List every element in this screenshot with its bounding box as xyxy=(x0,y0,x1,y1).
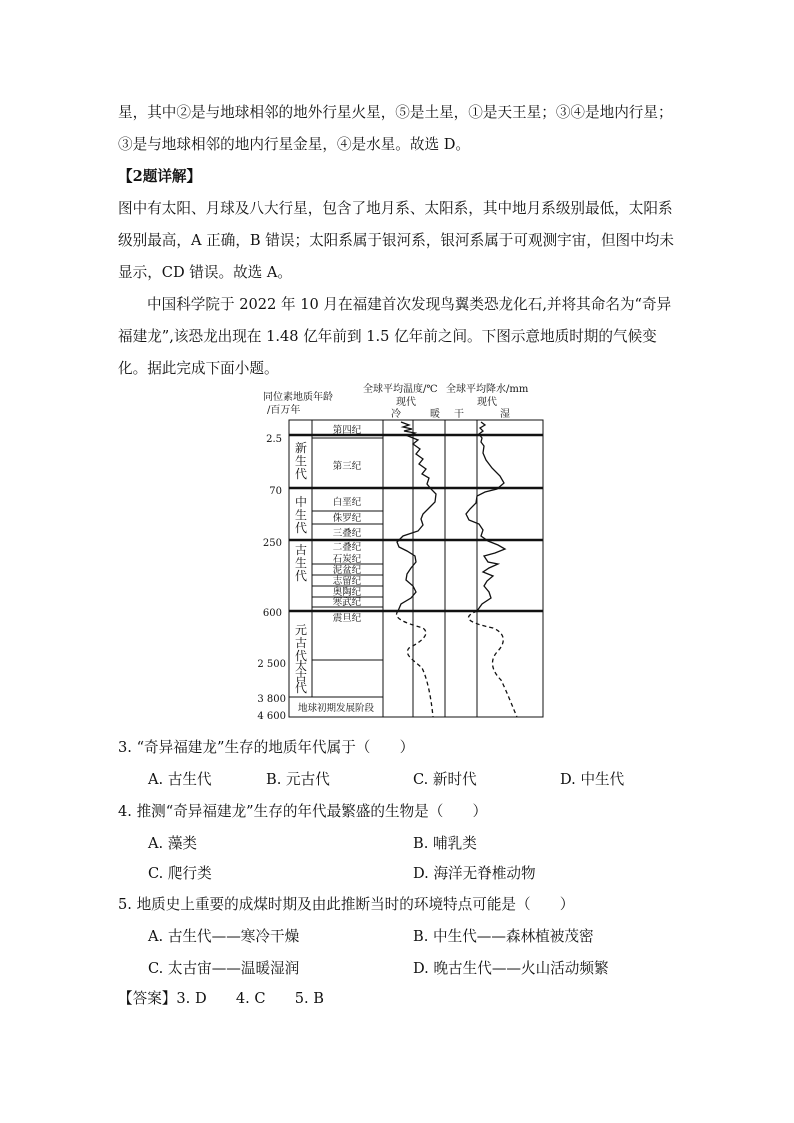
q3-option-a[interactable]: A. 古生代 xyxy=(148,771,212,788)
wet-label: 湿 xyxy=(500,409,510,420)
material-paragraph: 中国科学院于 2022 年 10 月在福建首次发现鸟翼类恐龙化石,并将其命名为“奇异福建龙”,该恐龙出现在 1.48 亿年前到 1.5 亿年前之间。下图示意地质时期的气候变化。据此完成下面小题。 xyxy=(118,296,672,377)
era-label: 太古代 xyxy=(294,659,308,695)
geologic-climate-figure xyxy=(255,378,545,723)
period-label: 志留纪 xyxy=(332,576,362,587)
period-label: 泥盆纪 xyxy=(332,565,362,576)
q5-option-c[interactable]: C. 太古宙——温暖湿润 xyxy=(148,960,300,977)
explanation-paragraph-2: 图中有太阳、月球及八大行星，包含了地月系、太阳系，其中地月系级别最低，太阳系级别最高，A 正确，B 错误；太阳系属于银河系，银河系属于可观测宇宙，但图中均未显示，CD 错误。故选 A。 xyxy=(118,200,674,281)
period-label: 石炭纪 xyxy=(332,554,362,565)
q3-option-b[interactable]: B. 元古代 xyxy=(266,771,330,788)
age-tick: 250 xyxy=(262,538,282,549)
q4-option-c[interactable]: C. 爬行类 xyxy=(148,865,212,882)
q3-option-c[interactable]: C. 新时代 xyxy=(413,771,477,788)
temperature-curve-dashed xyxy=(397,611,433,717)
era-label: 中生代 xyxy=(294,495,308,535)
era-label: 古生代 xyxy=(294,543,308,583)
q5-option-d[interactable]: D. 晚古生代——火山活动频繁 xyxy=(413,960,609,977)
precipitation-curve-dashed xyxy=(468,611,517,717)
period-label: 第四纪 xyxy=(332,425,362,436)
question-3-stem: 3. “奇异福建龙”生存的地质年代属于（ ） xyxy=(118,739,415,756)
warm-label: 暖 xyxy=(430,409,440,420)
age-tick: 70 xyxy=(269,486,282,497)
question-4-stem: 4. 推测“奇异福建龙”生存的年代最繁盛的生物是（ ） xyxy=(118,803,488,820)
q4-option-a[interactable]: A. 藻类 xyxy=(148,835,198,852)
age-header-2: /百万年 xyxy=(267,405,301,416)
age-tick: 4 600 xyxy=(257,711,286,722)
period-label: 寒武纪 xyxy=(332,597,362,608)
answer-line: 【答案】3. D 4. C 5. B xyxy=(118,990,325,1007)
prec-header: 全球平均降水/mm xyxy=(446,384,529,395)
period-label: 奥陶纪 xyxy=(332,587,362,598)
period-label: 二叠纪 xyxy=(332,542,362,553)
period-label: 第三纪 xyxy=(332,461,362,472)
period-label: 震旦纪 xyxy=(332,613,362,624)
temp-modern-label: 现代 xyxy=(396,397,416,408)
section-heading-q2: 【2题详解】 xyxy=(118,168,202,185)
q4-option-d[interactable]: D. 海洋无脊椎动物 xyxy=(413,865,536,882)
temp-header: 全球平均温度/℃ xyxy=(363,384,438,395)
q5-option-b[interactable]: B. 中生代——森林植被茂密 xyxy=(413,928,594,945)
era-label: 新生代 xyxy=(294,441,308,481)
cold-label: 冷 xyxy=(391,409,401,420)
age-tick: 600 xyxy=(262,608,282,619)
temperature-curve xyxy=(397,422,436,611)
age-tick: 2 500 xyxy=(257,659,286,670)
age-tick: 2.5 xyxy=(266,434,282,445)
q5-option-a[interactable]: A. 古生代——寒冷干燥 xyxy=(148,928,300,945)
period-label: 侏罗纪 xyxy=(332,513,362,524)
dry-label: 干 xyxy=(454,409,464,420)
question-5-stem: 5. 地质史上重要的成煤时期及由此推断当时的环境特点可能是（ ） xyxy=(118,896,575,913)
period-label: 白垩纪 xyxy=(332,497,362,508)
age-header-1: 同位素地质年龄 xyxy=(263,392,333,403)
q4-option-b[interactable]: B. 哺乳类 xyxy=(413,835,477,852)
era-label: 元古代 xyxy=(294,623,308,663)
q3-option-d[interactable]: D. 中生代 xyxy=(560,771,625,788)
precipitation-curve xyxy=(466,422,505,611)
age-tick: 3 800 xyxy=(257,694,286,705)
earliest-stage-label: 地球初期发展阶段 xyxy=(297,703,375,714)
explanation-paragraph-1: 星，其中②是与地球相邻的地外行星火星，⑤是土星，①是天王星；③④是地内行星；③是与地球相邻的地内行星金星，④是水星。故选 D。 xyxy=(118,104,673,153)
prec-modern-label: 现代 xyxy=(477,397,497,408)
period-label: 三叠纪 xyxy=(332,528,362,539)
